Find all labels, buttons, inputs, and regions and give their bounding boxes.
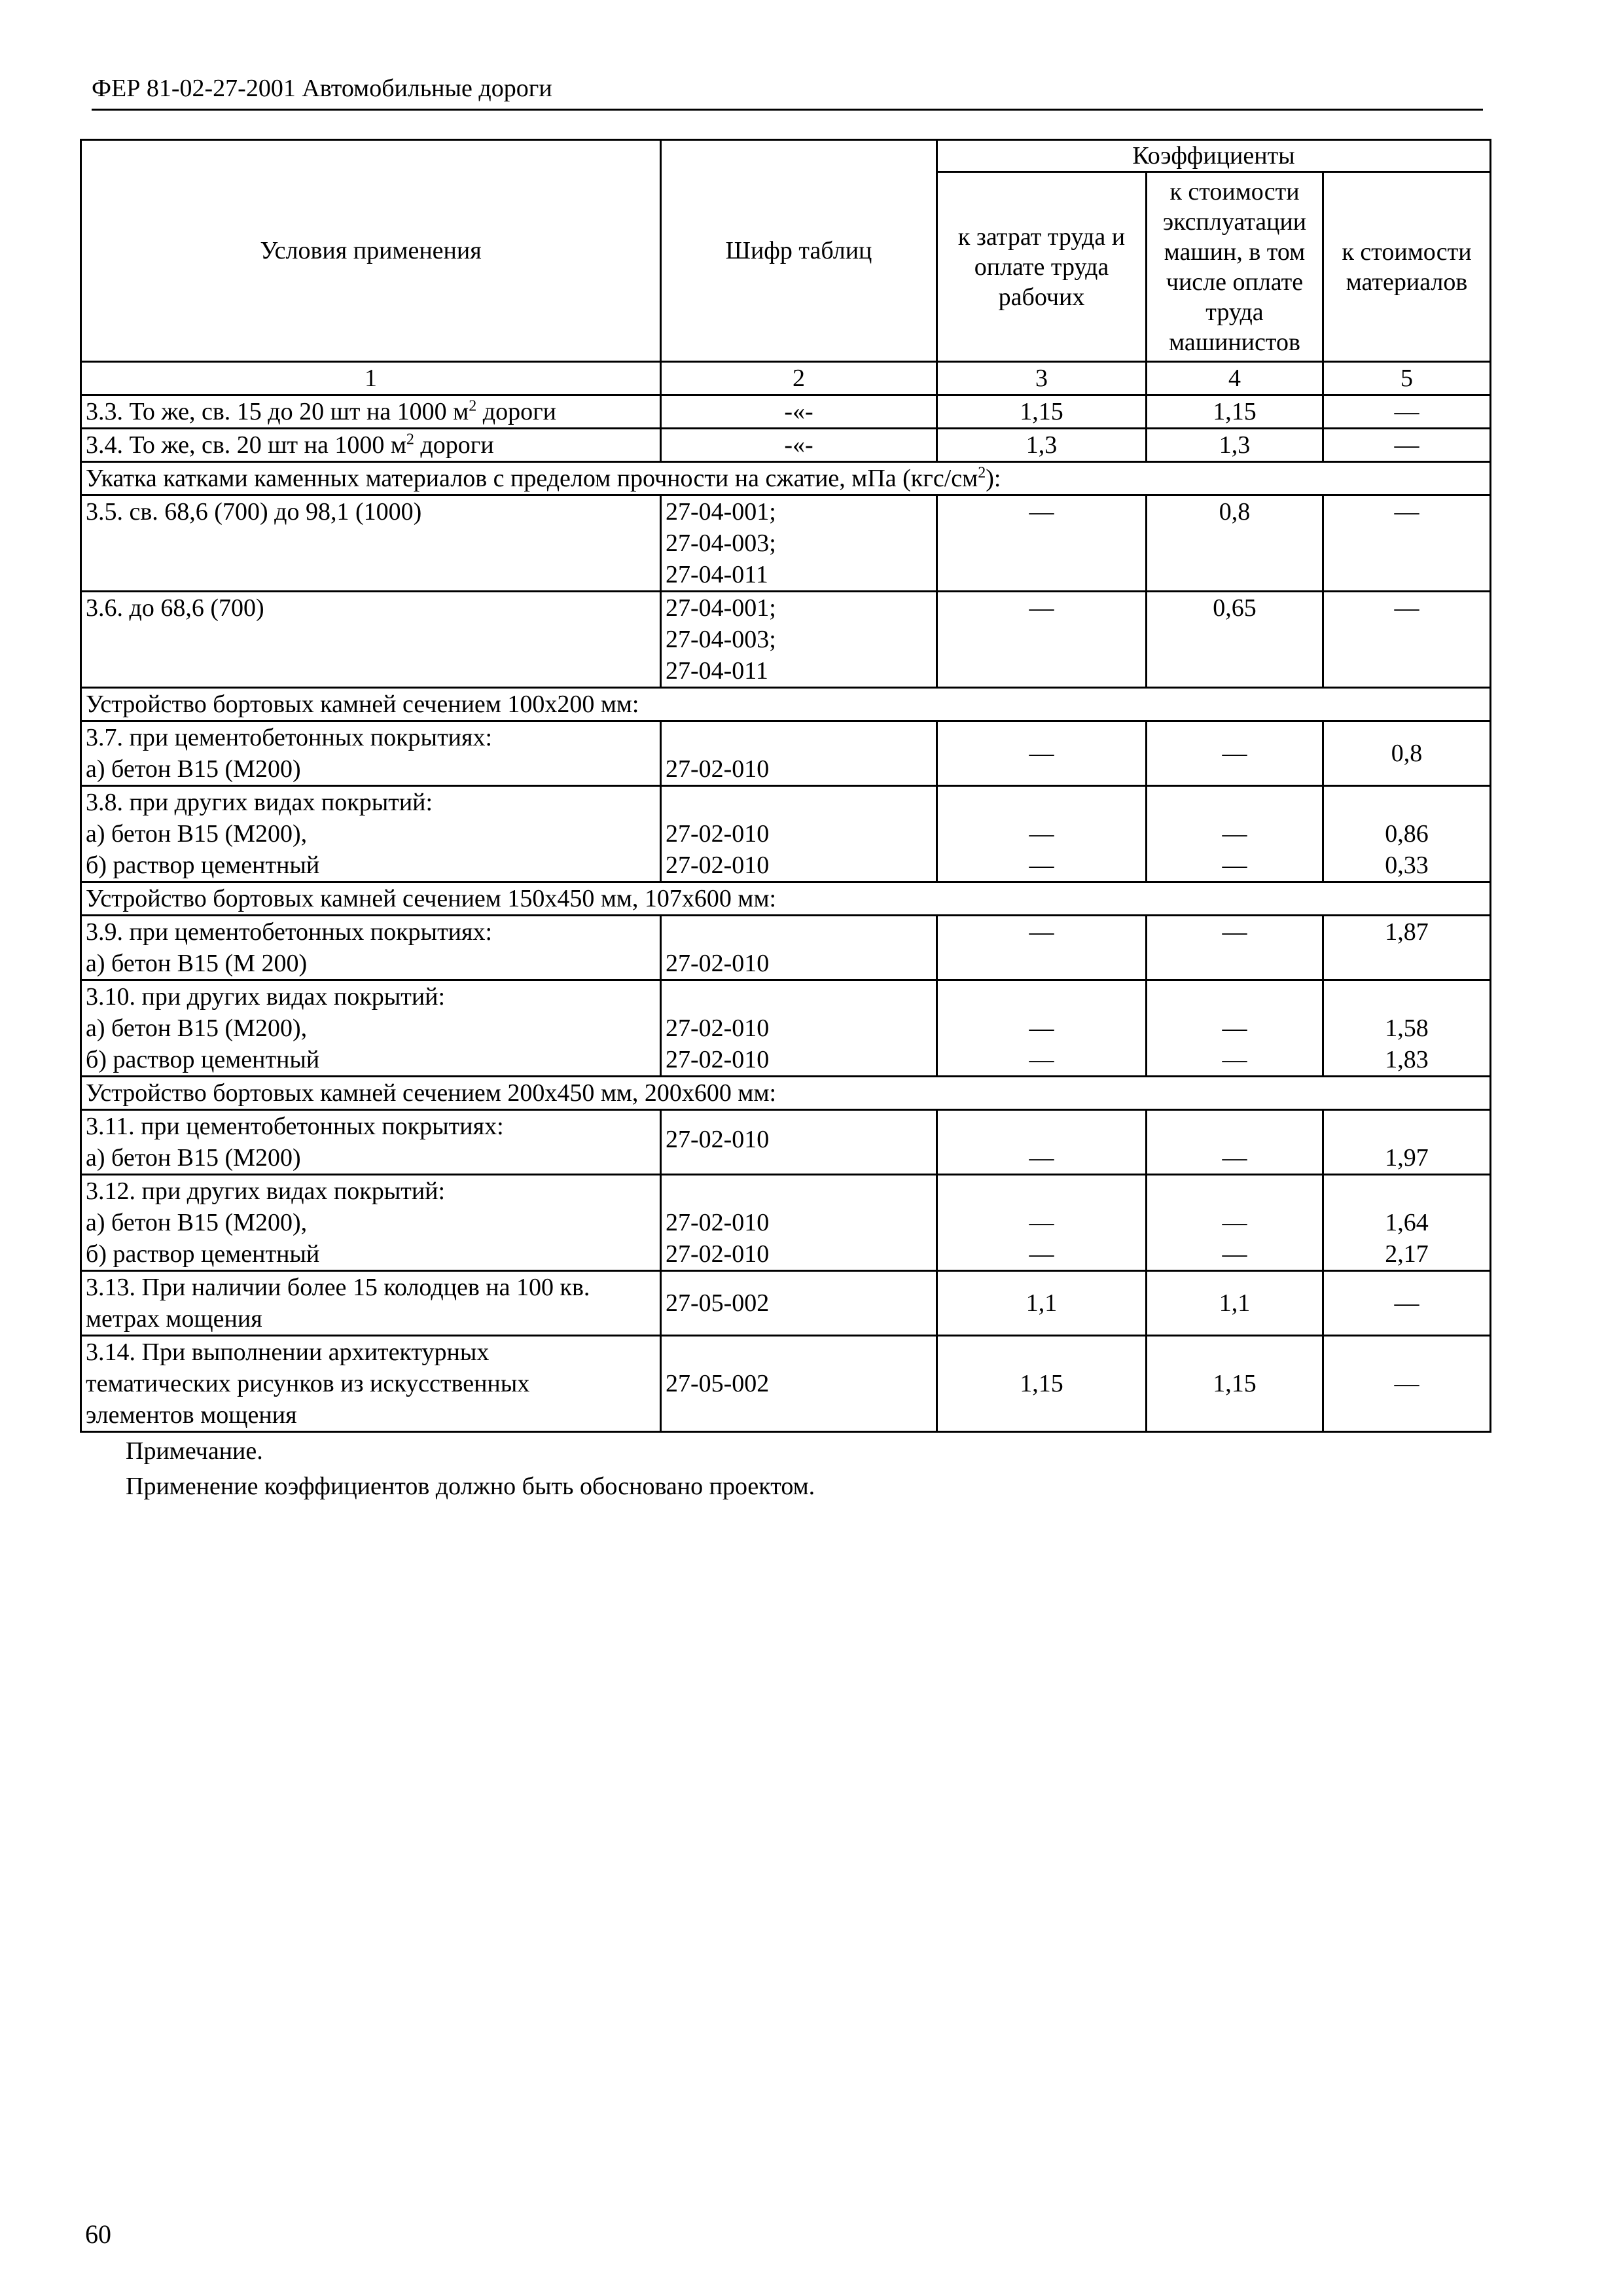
condition-cell: 3.5. св. 68,6 (700) до 98,1 (1000) (81, 495, 661, 592)
labor-cell: — (937, 592, 1147, 688)
labor-cell: — (937, 1110, 1147, 1175)
code-cell: -«- (661, 395, 937, 429)
condition-cell: 3.13. При наличии более 15 колодцев на 100 кв. метрах мощения (81, 1271, 661, 1336)
labor-cell: — — (937, 980, 1147, 1077)
note-title: Примечание. (126, 1437, 263, 1465)
code-cell: 27-04-001; 27-04-003; 27-04-011 (661, 592, 937, 688)
code-cell: 27-02-010 27-02-010 (661, 1175, 937, 1271)
materials-cell: 1,87 (1323, 916, 1491, 980)
table-row (81, 429, 1491, 462)
coefficients-table (80, 139, 1491, 1433)
column-number: 3 (937, 362, 1147, 395)
code-cell: 27-05-002 (661, 1271, 937, 1336)
header-labor: к затрат труда и оплате труда рабочих (937, 172, 1147, 362)
header-table-code: Шифр таблиц (661, 140, 937, 362)
table-row (81, 916, 1491, 980)
column-number: 4 (1147, 362, 1323, 395)
materials-cell: — (1323, 429, 1491, 462)
table-row (81, 721, 1491, 786)
labor-cell: 1,1 (937, 1271, 1147, 1336)
table-row (81, 495, 1491, 592)
table-row (81, 1175, 1491, 1271)
labor-cell: 1,15 (937, 1336, 1147, 1432)
machines-cell: — (1147, 1110, 1323, 1175)
machines-cell: — — (1147, 980, 1323, 1077)
machines-cell: 0,65 (1147, 592, 1323, 688)
machines-cell: — — (1147, 786, 1323, 882)
materials-cell: 1,64 2,17 (1323, 1175, 1491, 1271)
code-cell: 27-04-001; 27-04-003; 27-04-011 (661, 495, 937, 592)
section-heading: Укатка катками каменных материалов с пределом прочности на сжатие, мПа $(кгс/см^2)$: (81, 462, 1491, 495)
materials-cell: — (1323, 1271, 1491, 1336)
condition-cell: 3.11. при цементобетонных покрытиях: а) бетон В15 (М200) (81, 1110, 661, 1175)
header-machines: к стоимости эксплуатации машин, в том числе оплате труда машинистов (1147, 172, 1323, 362)
labor-cell: 1,3 (937, 429, 1147, 462)
table-row (81, 1271, 1491, 1336)
note-text: Применение коэффициентов должно быть обосновано проектом. (126, 1473, 815, 1500)
machines-cell: — (1147, 721, 1323, 786)
code-cell: 27-02-010 (661, 721, 937, 786)
machines-cell: — (1147, 916, 1323, 980)
table-row (81, 1336, 1491, 1432)
machines-cell: — — (1147, 1175, 1323, 1271)
section-heading: Устройство бортовых камней сечением 200х450 мм, 200х600 мм: (81, 1077, 1491, 1110)
materials-cell: — (1323, 395, 1491, 429)
machines-cell: 1,1 (1147, 1271, 1323, 1336)
labor-cell: — (937, 721, 1147, 786)
labor-cell: — — (937, 786, 1147, 882)
condition-cell: 3.8. при других видах покрытий: а) бетон В15 (М200), б) раствор цементный (81, 786, 661, 882)
code-cell: -«- (661, 429, 937, 462)
page-number: 60 (85, 2219, 111, 2249)
table-row (81, 592, 1491, 688)
table-row (81, 395, 1491, 429)
labor-cell: 1,15 (937, 395, 1147, 429)
section-heading: Устройство бортовых камней сечением 150х450 мм, 107х600 мм: (81, 882, 1491, 916)
code-cell: 27-05-002 (661, 1336, 937, 1432)
header-coefficients: Коэффициенты (937, 140, 1491, 172)
materials-cell: 1,97 (1323, 1110, 1491, 1175)
labor-cell: — (937, 495, 1147, 592)
materials-cell: — (1323, 495, 1491, 592)
condition-cell: 3.9. при цементобетонных покрытиях: а) бетон В15 (М 200) (81, 916, 661, 980)
machines-cell: 1,15 (1147, 1336, 1323, 1432)
condition-cell: 3.10. при других видах покрытий: а) бетон В15 (М200), б) раствор цементный (81, 980, 661, 1077)
running-header: ФЕР 81-02-27-2001 Автомобильные дороги (92, 75, 552, 102)
section-row (81, 882, 1491, 916)
section-row (81, 688, 1491, 721)
column-numbers-row (81, 362, 1491, 395)
materials-cell: 0,8 (1323, 721, 1491, 786)
machines-cell: 1,15 (1147, 395, 1323, 429)
labor-cell: — — (937, 1175, 1147, 1271)
materials-cell: 0,86 0,33 (1323, 786, 1491, 882)
code-cell: 27-02-010 27-02-010 (661, 980, 937, 1077)
header-row (81, 140, 1491, 172)
condition-cell: 3.14. При выполнении архитектурных тематических рисунков из искусственных элементов мощения (81, 1336, 661, 1432)
machines-cell: 0,8 (1147, 495, 1323, 592)
section-row (81, 462, 1491, 495)
column-number: 2 (661, 362, 937, 395)
materials-cell: 1,58 1,83 (1323, 980, 1491, 1077)
header-materials: к стоимости материалов (1323, 172, 1491, 362)
materials-cell: — (1323, 592, 1491, 688)
labor-cell: — (937, 916, 1147, 980)
condition-cell: 3.12. при других видах покрытий: а) бетон В15 (М200), б) раствор цементный (81, 1175, 661, 1271)
code-cell: 27-02-010 27-02-010 (661, 786, 937, 882)
condition-cell: 3.3. То же, св. 15 до 20 шт на 1000 $м^2$ дороги (81, 395, 661, 429)
condition-cell: 3.4. То же, св. 20 шт на 1000 $м^2$ дороги (81, 429, 661, 462)
table-row (81, 980, 1491, 1077)
machines-cell: 1,3 (1147, 429, 1323, 462)
header-conditions: Условия применения (81, 140, 661, 362)
header-rule (92, 109, 1483, 111)
column-number: 5 (1323, 362, 1491, 395)
condition-cell: 3.6. до 68,6 (700) (81, 592, 661, 688)
table-row (81, 1110, 1491, 1175)
code-cell: 27-02-010 (661, 916, 937, 980)
column-number: 1 (81, 362, 661, 395)
materials-cell: — (1323, 1336, 1491, 1432)
condition-cell: 3.7. при цементобетонных покрытиях: а) бетон В15 (М200) (81, 721, 661, 786)
code-cell: 27-02-010 (661, 1110, 937, 1175)
section-row (81, 1077, 1491, 1110)
table-row (81, 786, 1491, 882)
section-heading: Устройство бортовых камней сечением 100х200 мм: (81, 688, 1491, 721)
